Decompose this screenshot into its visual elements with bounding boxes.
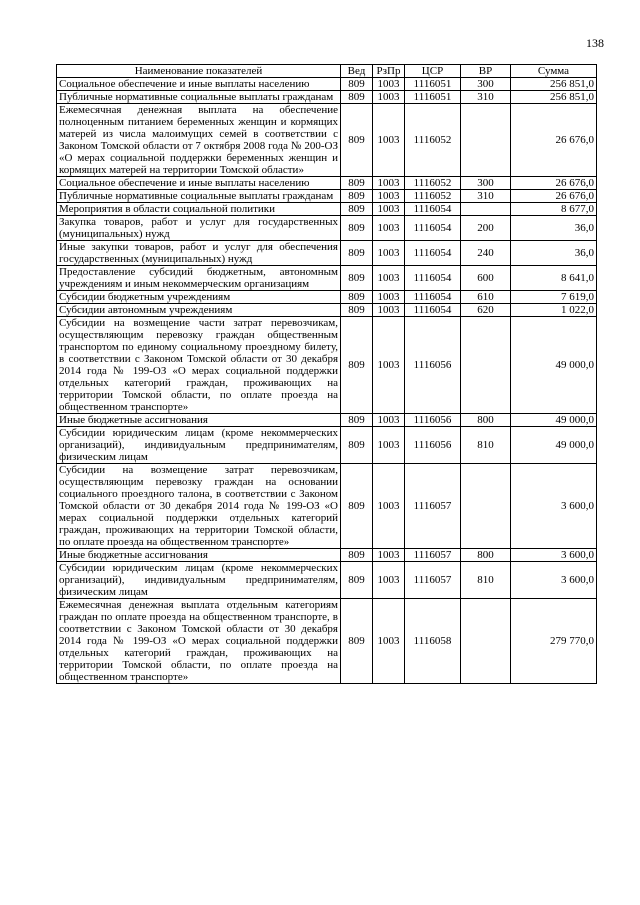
cell-name: Субсидии на возмещение затрат перевозчикам, осуществляющим перевозку граждан на основании социального проездного талона, в соответствии с Законом Томской области от 30 декабря 2014 года № 199-ОЗ «О мерах социальной поддержки отдельных категорий граждан, проживающих на территории Томской области, по оплате проезда на общественном транспорте» <box>57 464 341 549</box>
cell-rzpr: 1003 <box>373 599 405 684</box>
cell-csr: 1116058 <box>405 599 461 684</box>
table-row <box>57 203 597 216</box>
cell-sum: 256 851,0 <box>511 78 597 91</box>
cell-vr <box>461 599 511 684</box>
table-row <box>57 216 597 241</box>
cell-sum: 49 000,0 <box>511 427 597 464</box>
cell-vr: 310 <box>461 190 511 203</box>
cell-ved: 809 <box>341 304 373 317</box>
table-row <box>57 317 597 414</box>
cell-vr <box>461 464 511 549</box>
cell-name: Субсидии бюджетным учреждениям <box>57 291 341 304</box>
cell-vr: 620 <box>461 304 511 317</box>
table-row <box>57 427 597 464</box>
cell-name: Субсидии юридическим лицам (кроме некоммерческих организаций), индивидуальным предпринимателям, физическим лицам <box>57 427 341 464</box>
cell-sum: 26 676,0 <box>511 190 597 203</box>
cell-rzpr: 1003 <box>373 241 405 266</box>
table-row <box>57 241 597 266</box>
cell-vr: 300 <box>461 177 511 190</box>
cell-rzpr: 1003 <box>373 190 405 203</box>
cell-sum: 3 600,0 <box>511 562 597 599</box>
header-csr: ЦСР <box>405 65 461 78</box>
cell-vr: 800 <box>461 414 511 427</box>
header-vr: ВР <box>461 65 511 78</box>
cell-csr: 1116054 <box>405 291 461 304</box>
cell-ved: 809 <box>341 291 373 304</box>
cell-vr: 200 <box>461 216 511 241</box>
cell-rzpr: 1003 <box>373 91 405 104</box>
cell-sum: 49 000,0 <box>511 414 597 427</box>
cell-sum: 36,0 <box>511 241 597 266</box>
header-sum: Сумма <box>511 65 597 78</box>
cell-sum: 36,0 <box>511 216 597 241</box>
header-name: Наименование показателей <box>57 65 341 78</box>
cell-ved: 809 <box>341 464 373 549</box>
cell-name: Субсидии на возмещение части затрат перевозчикам, осуществляющим перевозку граждан общественным транспортом по единому социальному проездному билету, в соответствии с Законом Томской области от 30 декабря 2014 года № 199-ОЗ «О мерах социальной поддержки отдельных категорий граждан, проживающих на территории Томской области, по оплате проезда на общественном транспорте» <box>57 317 341 414</box>
budget-table <box>56 64 597 684</box>
table-row <box>57 78 597 91</box>
cell-ved: 809 <box>341 203 373 216</box>
cell-vr <box>461 104 511 177</box>
cell-sum: 26 676,0 <box>511 104 597 177</box>
cell-name: Субсидии юридическим лицам (кроме некоммерческих организаций), индивидуальным предпринимателям, физическим лицам <box>57 562 341 599</box>
table-row <box>57 599 597 684</box>
table-row <box>57 190 597 203</box>
table-row <box>57 177 597 190</box>
cell-csr: 1116057 <box>405 562 461 599</box>
cell-rzpr: 1003 <box>373 304 405 317</box>
cell-vr: 810 <box>461 427 511 464</box>
cell-vr: 610 <box>461 291 511 304</box>
cell-ved: 809 <box>341 177 373 190</box>
cell-name: Иные бюджетные ассигнования <box>57 414 341 427</box>
cell-csr: 1116052 <box>405 177 461 190</box>
cell-sum: 256 851,0 <box>511 91 597 104</box>
cell-csr: 1116054 <box>405 216 461 241</box>
cell-ved: 809 <box>341 562 373 599</box>
cell-sum: 49 000,0 <box>511 317 597 414</box>
page-number: 138 <box>586 36 604 50</box>
cell-csr: 1116051 <box>405 78 461 91</box>
cell-csr: 1116054 <box>405 203 461 216</box>
cell-name: Иные бюджетные ассигнования <box>57 549 341 562</box>
cell-ved: 809 <box>341 317 373 414</box>
cell-name: Предоставление субсидий бюджетным, автономным учреждениям и иным некоммерческим организациям <box>57 266 341 291</box>
cell-ved: 809 <box>341 91 373 104</box>
cell-rzpr: 1003 <box>373 562 405 599</box>
cell-csr: 1116054 <box>405 266 461 291</box>
table-row <box>57 91 597 104</box>
cell-vr <box>461 317 511 414</box>
cell-rzpr: 1003 <box>373 291 405 304</box>
cell-ved: 809 <box>341 78 373 91</box>
table-row <box>57 304 597 317</box>
cell-ved: 809 <box>341 104 373 177</box>
cell-name: Ежемесячная денежная выплата на обеспечение полноценным питанием беременных женщин и кормящих матерей из числа малоимущих семей в соответствии с Законом Томской области от 7 октября 2008 года № 200-ОЗ «О мерах социальной поддержки беременных женщин и кормящих матерей на территории Томской области» <box>57 104 341 177</box>
cell-vr: 800 <box>461 549 511 562</box>
header-ved: Вед <box>341 65 373 78</box>
cell-rzpr: 1003 <box>373 266 405 291</box>
cell-vr: 810 <box>461 562 511 599</box>
cell-rzpr: 1003 <box>373 78 405 91</box>
cell-csr: 1116052 <box>405 190 461 203</box>
cell-csr: 1116057 <box>405 464 461 549</box>
cell-vr: 600 <box>461 266 511 291</box>
cell-name: Социальное обеспечение и иные выплаты населению <box>57 177 341 190</box>
cell-rzpr: 1003 <box>373 203 405 216</box>
cell-ved: 809 <box>341 549 373 562</box>
cell-ved: 809 <box>341 241 373 266</box>
table-row <box>57 549 597 562</box>
table-row <box>57 414 597 427</box>
cell-name: Иные закупки товаров, работ и услуг для обеспечения государственных (муниципальных) нужд <box>57 241 341 266</box>
cell-sum: 3 600,0 <box>511 549 597 562</box>
cell-rzpr: 1003 <box>373 216 405 241</box>
cell-csr: 1116051 <box>405 91 461 104</box>
cell-rzpr: 1003 <box>373 317 405 414</box>
cell-csr: 1116054 <box>405 304 461 317</box>
table-row <box>57 104 597 177</box>
cell-vr: 300 <box>461 78 511 91</box>
cell-name: Мероприятия в области социальной политики <box>57 203 341 216</box>
cell-csr: 1116056 <box>405 317 461 414</box>
cell-rzpr: 1003 <box>373 549 405 562</box>
cell-ved: 809 <box>341 216 373 241</box>
cell-ved: 809 <box>341 427 373 464</box>
cell-rzpr: 1003 <box>373 177 405 190</box>
cell-vr <box>461 203 511 216</box>
cell-csr: 1116057 <box>405 549 461 562</box>
cell-ved: 809 <box>341 266 373 291</box>
cell-sum: 3 600,0 <box>511 464 597 549</box>
cell-name: Социальное обеспечение и иные выплаты населению <box>57 78 341 91</box>
cell-sum: 279 770,0 <box>511 599 597 684</box>
cell-vr: 240 <box>461 241 511 266</box>
cell-sum: 8 641,0 <box>511 266 597 291</box>
cell-csr: 1116052 <box>405 104 461 177</box>
cell-csr: 1116054 <box>405 241 461 266</box>
cell-name: Ежемесячная денежная выплата отдельным категориям граждан по оплате проезда на общественном транспорте, в соответствии с Законом Томской области от 30 декабря 2014 года № 199-ОЗ «О мерах социальной поддержки отдельных категорий граждан, проживающих на территории Томской области, по оплате проезда на общественном транспорте» <box>57 599 341 684</box>
cell-ved: 809 <box>341 599 373 684</box>
cell-sum: 26 676,0 <box>511 177 597 190</box>
header-rzpr: РзПр <box>373 65 405 78</box>
cell-csr: 1116056 <box>405 414 461 427</box>
table-row <box>57 562 597 599</box>
cell-csr: 1116056 <box>405 427 461 464</box>
cell-name: Публичные нормативные социальные выплаты гражданам <box>57 91 341 104</box>
cell-vr: 310 <box>461 91 511 104</box>
cell-sum: 1 022,0 <box>511 304 597 317</box>
cell-rzpr: 1003 <box>373 104 405 177</box>
cell-rzpr: 1003 <box>373 427 405 464</box>
cell-name: Субсидии автономным учреждениям <box>57 304 341 317</box>
cell-name: Закупка товаров, работ и услуг для государственных (муниципальных) нужд <box>57 216 341 241</box>
cell-ved: 809 <box>341 190 373 203</box>
cell-name: Публичные нормативные социальные выплаты гражданам <box>57 190 341 203</box>
table-row <box>57 291 597 304</box>
table-header-row <box>57 65 597 78</box>
cell-sum: 8 677,0 <box>511 203 597 216</box>
table-row <box>57 464 597 549</box>
table-row <box>57 266 597 291</box>
table-body <box>57 78 597 684</box>
cell-rzpr: 1003 <box>373 414 405 427</box>
cell-ved: 809 <box>341 414 373 427</box>
cell-sum: 7 619,0 <box>511 291 597 304</box>
cell-rzpr: 1003 <box>373 464 405 549</box>
